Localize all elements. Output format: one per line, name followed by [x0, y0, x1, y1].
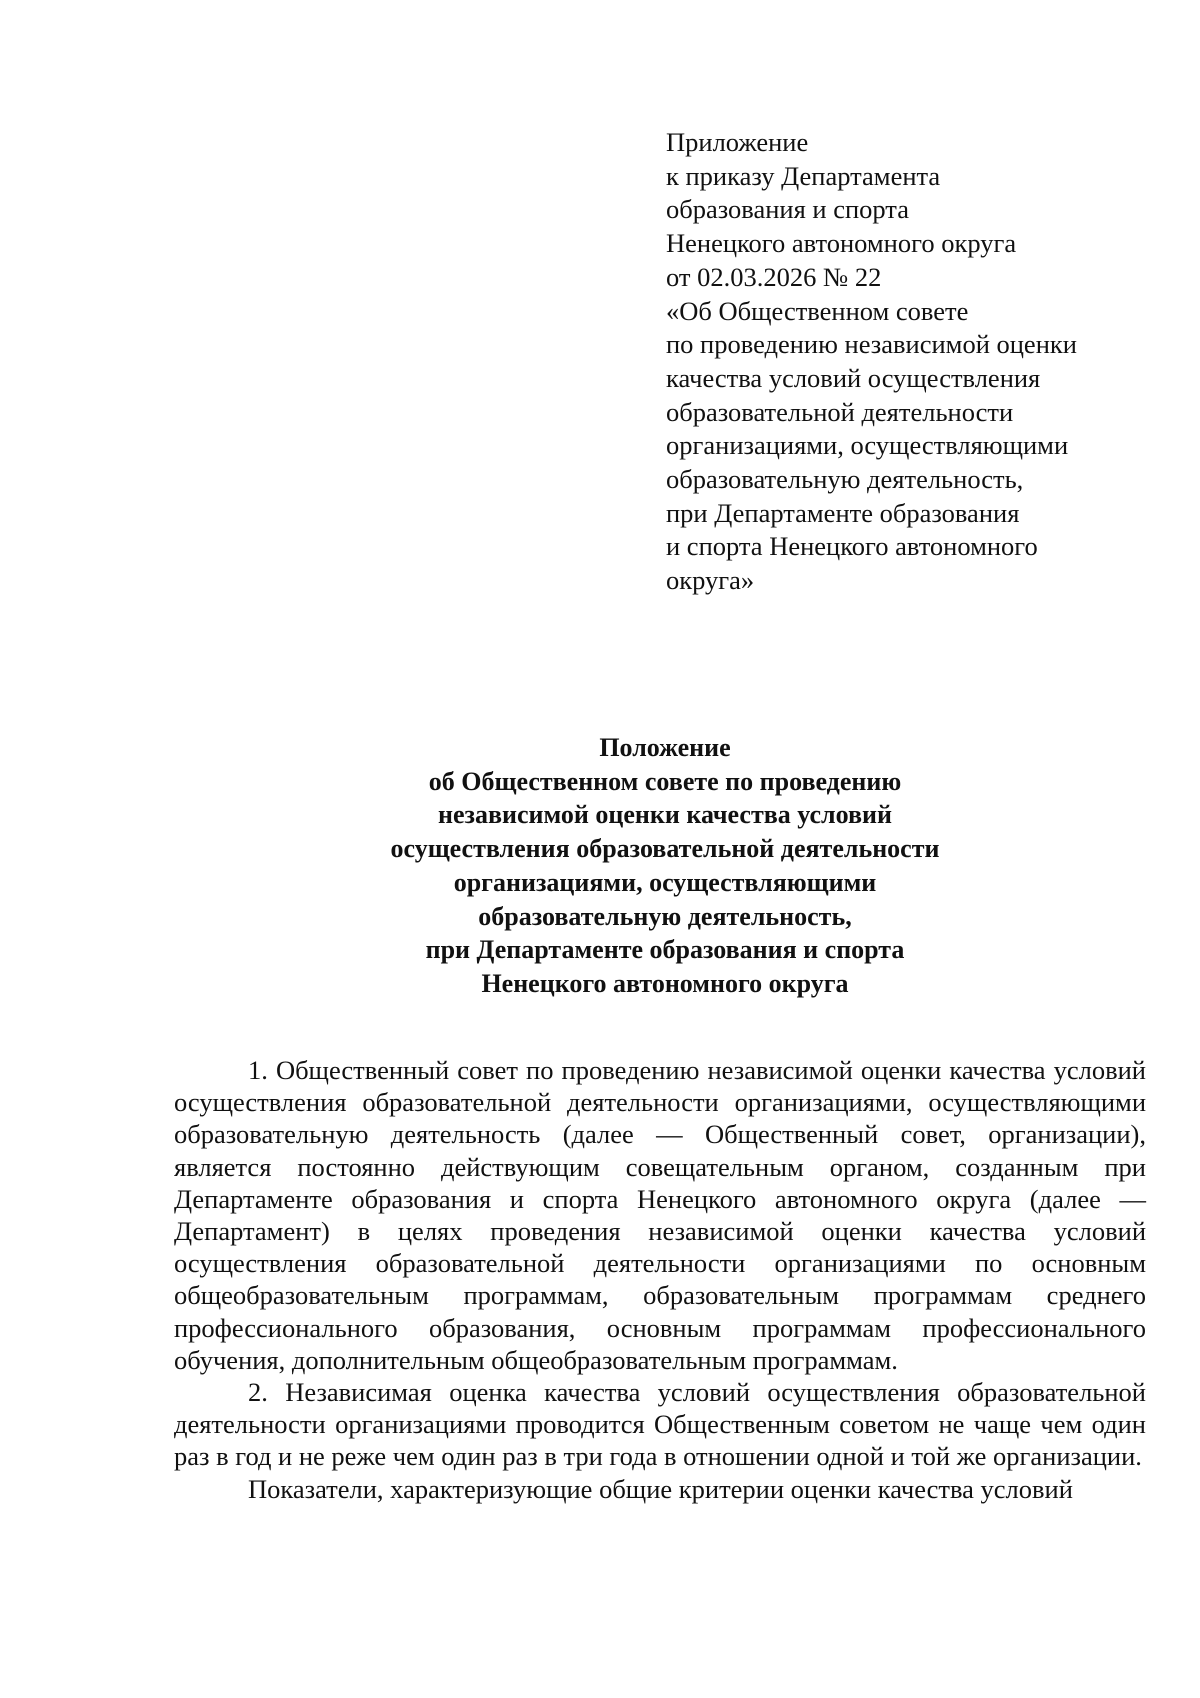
annex-line: Ненецкого автономного округа — [666, 228, 1017, 259]
document-body — [174, 1054, 1146, 1505]
annex-line: Приложение — [666, 127, 809, 157]
annex-line: образовательной деятельности — [666, 396, 1014, 427]
title-line: организациями, осуществляющими — [453, 867, 877, 897]
annex-header — [666, 126, 1136, 598]
annex-line: качества условий осуществления — [666, 362, 1041, 393]
annex-line: от 02.03.2026 № 22 — [666, 261, 882, 292]
title-line: образовательную деятельность, — [478, 901, 852, 931]
annex-line: организациями, осуществляющими — [666, 430, 1069, 461]
paragraph-2: 2. Независимая оценка качества условий осуществления образовательной деятельности организациями проводится Общественным советом не чаще чем один раз в год и не реже чем один раз в три года в отношении одной и той же организации. — [174, 1377, 1146, 1472]
annex-line: к приказу Департамента — [666, 160, 941, 191]
title-line: Ненецкого автономного округа — [481, 968, 849, 998]
annex-line: округа» — [666, 565, 755, 596]
annex-line: «Об Общественном совете — [666, 295, 969, 326]
annex-line: образования и спорта — [666, 194, 909, 225]
document-title — [170, 731, 1160, 1001]
paragraph-1: 1. Общественный совет по проведению независимой оценки качества условий осуществления образовательной деятельности организациями, осуществляющими образовательную деятельность (далее — Общественный совет, организации), является постоянно действующим совещательным органом, созданным при Департаменте образования и спорта Ненецкого автономного округа (далее — Департамент) в целях проведения независимой оценки качества условий осуществления образовательной деятельности организациями по основным общеобразовательным программам, образовательным программам среднего профессионального образования, основным программам профессионального обучения, дополнительным общеобразовательным программам. — [174, 1055, 1146, 1375]
annex-line: и спорта Ненецкого автономного — [666, 531, 1038, 562]
title-line: при Департаменте образования и спорта — [425, 935, 905, 965]
annex-line: при Департаменте образования — [666, 497, 1020, 528]
paragraph-3: Показатели, характеризующие общие критерии оценки качества условий — [248, 1473, 1073, 1504]
annex-line: по проведению независимой оценки — [666, 329, 1077, 360]
annex-line: образовательную деятельность, — [666, 464, 1024, 495]
title-line: осуществления образовательной деятельности — [390, 834, 940, 864]
title-line: об Общественном совете по проведению — [428, 766, 902, 796]
title-line: Положение — [599, 733, 731, 762]
title-line: независимой оценки качества условий — [438, 800, 892, 830]
